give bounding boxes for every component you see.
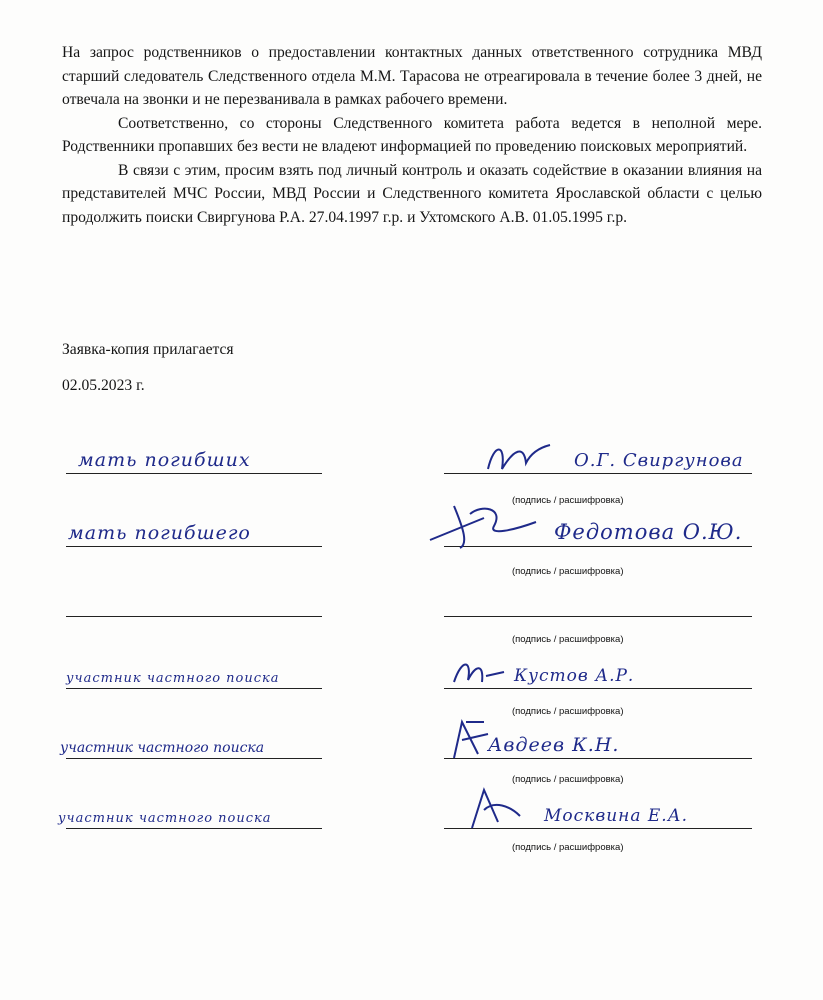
- signature-line-4: [444, 652, 752, 689]
- signature-scribble-4: [448, 652, 508, 692]
- signature-scribble-6: [464, 786, 524, 832]
- handwritten-role-6: участник частного поиска: [58, 811, 272, 826]
- role-line-3: [66, 580, 322, 617]
- handwritten-role-4: участник частного поиска: [66, 671, 280, 686]
- signature-line-2: [444, 510, 752, 547]
- signature-caption-6: (подпись / расшифровка): [512, 842, 624, 853]
- signature-scribble-1: [484, 439, 554, 477]
- role-line-4: [66, 652, 322, 689]
- handwritten-name-1: О.Г. Свиргунова: [574, 450, 744, 471]
- handwritten-role-5: участник частного поиска: [60, 740, 265, 756]
- signature-caption-1: (подпись / расшифровка): [512, 495, 624, 506]
- signature-caption-3: (подпись / расшифровка): [512, 634, 624, 645]
- attachment-note: Заявка-копия прилагается: [62, 341, 234, 358]
- signature-scribble-2: [424, 500, 544, 550]
- handwritten-name-6: Москвина Е.А.: [544, 806, 688, 826]
- role-line-1: [66, 437, 322, 474]
- document-date: 02.05.2023 г.: [62, 377, 145, 394]
- signature-line-3: [444, 580, 752, 617]
- role-line-2: [66, 510, 322, 547]
- handwritten-name-2: Федотова О.Ю.: [554, 520, 743, 544]
- role-line-6: [58, 792, 322, 829]
- handwritten-name-5: Авдеев К.Н.: [488, 734, 620, 756]
- handwritten-role-1: мать погибших: [78, 449, 251, 471]
- signature-caption-5: (подпись / расшифровка): [512, 774, 624, 785]
- handwritten-name-4: Кустов А.Р.: [514, 666, 635, 686]
- letter-body: [62, 41, 762, 229]
- handwritten-role-2: мать погибшего: [68, 522, 251, 544]
- paragraph-2: Соответственно, со стороны Следственного комитета работа ведется в неполной мере. Родственники пропавших без вести не владеют информацией по проведению поисковых мероприятий.: [62, 114, 762, 155]
- signature-line-5: [444, 722, 752, 759]
- signature-scribble-5: [444, 716, 494, 762]
- role-line-5: [60, 722, 322, 759]
- signature-caption-4: (подпись / расшифровка): [512, 706, 624, 717]
- paragraph-3: В связи с этим, просим взять под личный контроль и оказать содействие в оказании влияния на представителей МЧС России, МВД России и Следственного комитета Ярославской области с целью продолжить поиски Свиргунова Р.А. 27.04.1997 г.р. и Ухтомского А.В. 01.05.1995 г.р.: [62, 161, 762, 226]
- paragraph-1: На запрос родственников о предоставлении контактных данных ответственного сотрудника МВД старший следователь Следственного отдела М.М. Тарасова не отреагировала в течение более 3 дней, не отвечала на звонки и не перезванивала в рамках рабочего времени.: [62, 44, 762, 108]
- signature-line-1: [444, 437, 752, 474]
- signature-line-6: [444, 792, 752, 829]
- signature-caption-2: (подпись / расшифровка): [512, 566, 624, 577]
